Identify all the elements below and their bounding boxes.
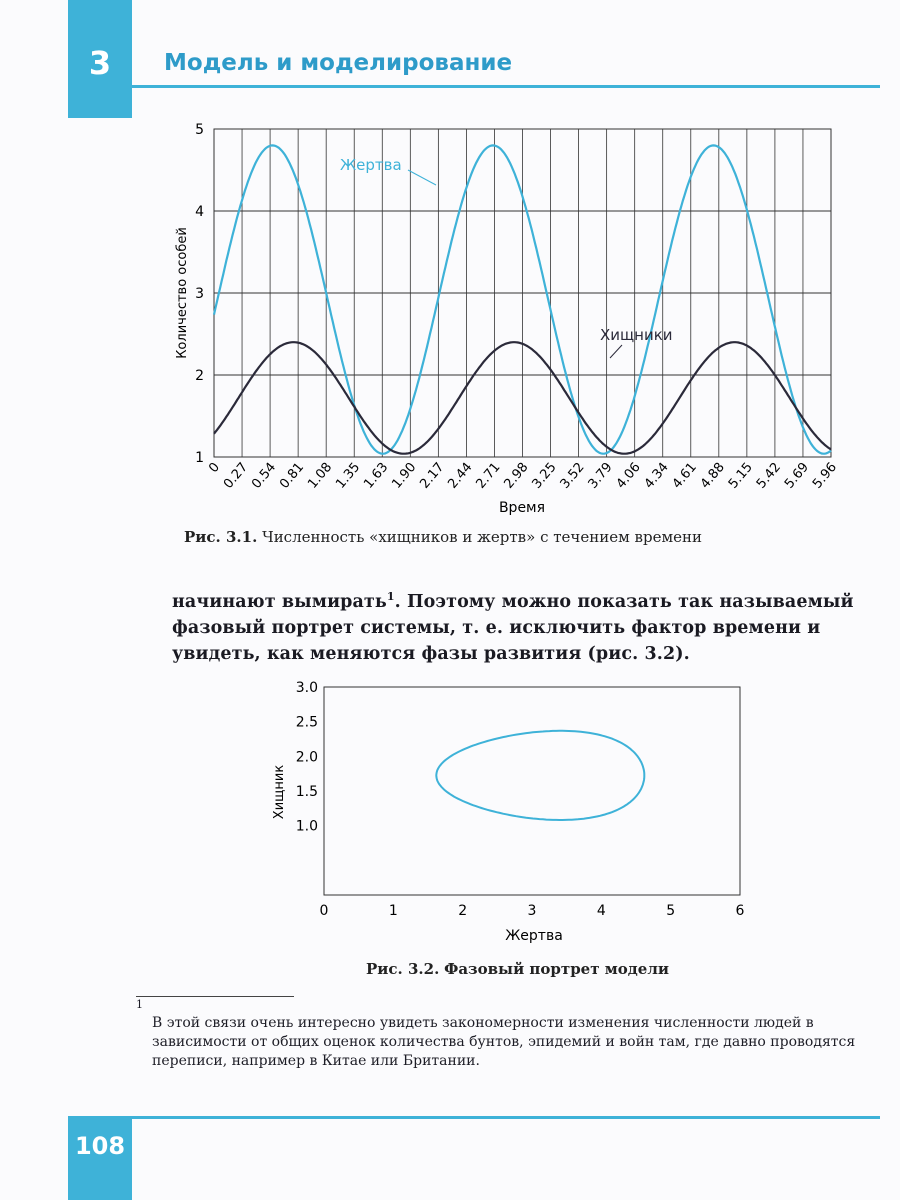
y-tick-label: 1 bbox=[195, 450, 204, 466]
x-tick-label: 2.98 bbox=[501, 459, 532, 492]
y-tick-label: 4 bbox=[195, 204, 204, 220]
prey-label-leader bbox=[408, 170, 436, 185]
y-tick-label: 1.5 bbox=[295, 784, 318, 800]
x-tick-label: 5.96 bbox=[809, 459, 841, 492]
y-axis-label: Количество особей bbox=[175, 227, 190, 359]
figure-3-1-caption bbox=[184, 528, 702, 546]
y-tick-label: 2.0 bbox=[295, 749, 318, 766]
phase-portrait-loop bbox=[436, 731, 644, 820]
x-tick-label: 3 bbox=[527, 903, 537, 919]
chart-grid bbox=[214, 129, 831, 457]
x-tick-label: 4.61 bbox=[669, 459, 700, 492]
x-tick-label: 1 bbox=[388, 903, 398, 919]
footnote-text: В этой связи очень интересно увидеть закономерности изменения численности людей в зависимости от общих оценок количества бунтов, эпидемий и войн там, где давно проводятся переписи, например в Китае или Британии. bbox=[152, 1015, 856, 1069]
y-tick-label: 1.0 bbox=[295, 818, 318, 835]
caption-label: Рис. 3.2. bbox=[366, 960, 440, 978]
x-tick-label: 0.27 bbox=[221, 459, 252, 492]
footnote-number: 1 bbox=[136, 998, 143, 1011]
figure-3-2-chart bbox=[0, 670, 900, 970]
x-tick-label: 3.25 bbox=[529, 459, 560, 492]
x-tick-label: 2.17 bbox=[417, 459, 448, 492]
page-number: 108 bbox=[74, 1132, 126, 1160]
footnote-rule bbox=[136, 996, 294, 997]
x-tick-label: 5.15 bbox=[725, 459, 756, 492]
x-tick-label: 1.63 bbox=[361, 459, 392, 492]
body-text-rest: . Поэтому можно показать так называемый фазовый портрет системы, т. е. исключить фактор времени и увидеть, как меняются фазы развития (рис. 3.2). bbox=[172, 591, 854, 664]
footer-rule bbox=[132, 1116, 880, 1119]
y-tick-labels bbox=[195, 122, 204, 466]
predator-series-label: Хищники bbox=[600, 326, 673, 344]
x-tick-label: 5 bbox=[666, 903, 676, 919]
x-tick-label: 2.71 bbox=[473, 459, 504, 492]
x-tick-label: 4.06 bbox=[613, 459, 644, 492]
figure-3-2-caption bbox=[366, 960, 669, 978]
x-tick-labels bbox=[320, 903, 745, 919]
x-tick-label: 5.42 bbox=[753, 459, 784, 492]
x-tick-label: 4.34 bbox=[641, 459, 672, 492]
figure-3-1-chart bbox=[0, 0, 900, 520]
x-tick-label: 0 bbox=[319, 903, 329, 919]
y-tick-label: 3 bbox=[195, 286, 204, 302]
y-tick-labels bbox=[296, 680, 318, 835]
caption-label: Рис. 3.1. bbox=[184, 528, 258, 546]
footnote-ref: 1 bbox=[386, 590, 395, 603]
x-tick-label: 2 bbox=[458, 903, 468, 919]
y-tick-label: 2 bbox=[195, 368, 204, 384]
y-tick-label: 2.5 bbox=[295, 714, 318, 731]
x-tick-label: 4 bbox=[596, 903, 606, 919]
body-paragraph bbox=[172, 584, 878, 667]
page-number-badge bbox=[68, 1116, 132, 1200]
x-tick-label: 1.35 bbox=[333, 459, 364, 492]
x-tick-label: 3.79 bbox=[585, 459, 616, 492]
prey-series-label: Жертва bbox=[340, 156, 402, 174]
x-tick-label: 5.69 bbox=[781, 459, 813, 492]
x-tick-label: 0.81 bbox=[277, 459, 308, 492]
body-text-start: начинают вымирать bbox=[172, 591, 387, 612]
predator-label-leader bbox=[610, 345, 622, 358]
x-tick-label: 4.88 bbox=[697, 459, 728, 492]
chapter-title: Модель и моделирование bbox=[164, 50, 513, 76]
x-tick-label: 3.52 bbox=[557, 459, 588, 492]
y-axis-label: Хищник bbox=[272, 764, 287, 820]
chapter-number: 3 bbox=[88, 44, 112, 82]
y-tick-label: 5 bbox=[195, 122, 204, 138]
caption-text: Фазовый портрет модели bbox=[444, 960, 670, 978]
plot-frame bbox=[324, 687, 740, 895]
x-tick-labels bbox=[206, 460, 840, 492]
x-axis-label: Жертва bbox=[505, 928, 563, 944]
x-tick-label: 2.44 bbox=[445, 459, 476, 492]
y-tick-label: 3.0 bbox=[295, 680, 318, 696]
x-tick-label: 0 bbox=[206, 459, 224, 476]
x-tick-label: 6 bbox=[735, 903, 745, 919]
x-tick-label: 1.90 bbox=[389, 459, 420, 492]
x-tick-label: 0.54 bbox=[249, 459, 280, 492]
caption-text: Численность «хищников и жертв» с течением времени bbox=[262, 528, 702, 546]
x-axis-label: Время bbox=[498, 500, 546, 516]
x-tick-label: 1.08 bbox=[305, 459, 336, 492]
